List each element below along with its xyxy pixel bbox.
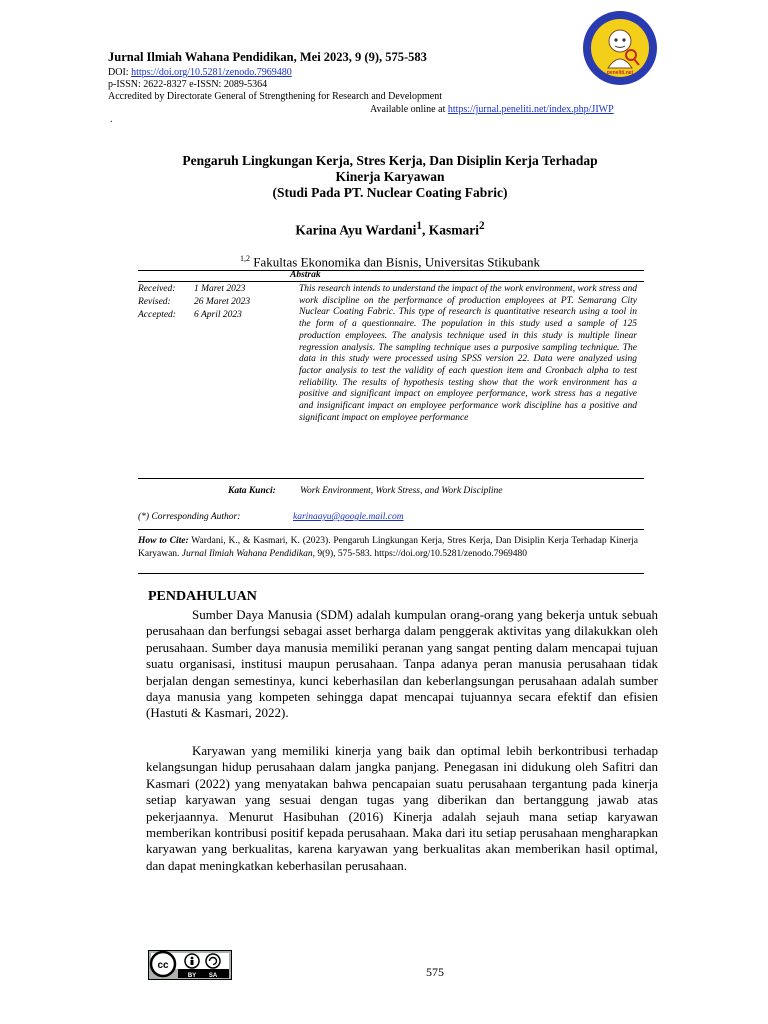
issn-line: p-ISSN: 2622-8327 e-ISSN: 2089-5364 (108, 79, 268, 90)
doi-line (108, 67, 292, 79)
doi-label: DOI: (108, 67, 132, 78)
date-row (138, 296, 250, 309)
cite-label: How to Cite: (138, 536, 189, 546)
author-sup: 2 (479, 220, 485, 232)
logo-text: peneliti.net (606, 70, 634, 76)
author-name: Karina Ayu Wardani (295, 222, 417, 238)
journal-url-link[interactable]: https://jurnal.peneliti.net/index.php/JIWP (447, 104, 614, 115)
title-line: Kinerja Karyawan (335, 169, 445, 184)
corresponding-email-link[interactable]: karinaayu@google.mail.com (293, 512, 404, 522)
title-line: Pengaruh Lingkungan Kerja, Stres Kerja, Dan Disiplin Kerja Terhadap (182, 153, 598, 168)
authors (120, 220, 660, 239)
affiliation (120, 254, 660, 270)
accreditation-line: Accredited by Directorate General of Strengthening for Research and Development (108, 91, 443, 102)
date-row (138, 283, 250, 296)
journal-logo (582, 10, 658, 86)
author-name: , Kasmari (422, 222, 480, 238)
date-label: Received: (138, 284, 176, 294)
corresponding-label: (*) Corresponding Author: (138, 512, 241, 522)
article-dates (138, 283, 250, 322)
corresponding-row (138, 512, 644, 522)
abstract-heading: Abstrak (290, 270, 321, 280)
body-paragraph (146, 743, 658, 874)
cite-journal: Jurnal Ilmiah Wahana Pendidikan (181, 548, 313, 559)
available-online-line (370, 104, 614, 115)
license-sa-label: SA (208, 973, 218, 979)
date-label: Revised: (138, 297, 171, 307)
cite-text: , 9(9), 575-583. https://doi.org/10.5281/zenodo.7969480 (312, 548, 527, 559)
date-row (138, 309, 250, 322)
stray-dot: . (110, 114, 113, 125)
divider (138, 529, 644, 530)
divider (138, 281, 644, 282)
svg-text:cc: cc (157, 960, 169, 971)
paragraph-text: Sumber Daya Manusia (SDM) adalah kumpulan orang-orang yang bekerja untuk sebuah perusahaan dan berfungsi sebagai asset berharga dalam penggerak aktivitas yang dilakukkan oleh perusahaan. Sumber daya manusia memiliki peranan yang sangat penting dalam mencapai tujuan suatu organisasi, institusi maupun perusahaan. Tanpa adanya peran manusia perusahaan tidak berjalan dengan semestinya, kunci keberhasilan dan keberlangsungan perusahaan adalah sumber daya manusia yang kompeten sehingga dapat mencapai tujuannya secara efektif dan efisien (Hastuti & Kasmari, 2022). (146, 607, 658, 721)
abstract-text: This research intends to understand the impact of the work environment, work stress and work discipline on the performance of production employees at PT. Semarang City Nuclear Coating Fabric. This type of research is quantitative research using a tool in the form of a questionnaire. The population in this study used a sample of 125 production employees. The analysis technique used in this study is multiple linear regression analysis. The sampling technique uses a purposive sampling technique. The data in this study were processed using SPSS version 22. Data were analyzed using factor analysis to test the validity of each question item and Cronbach alpha to test reliability. The results of hypothesis testing show that the work environment has a positive and significant impact on employee performance, work stress has a negative and insignificant impact on employee performance work discipline has a positive and significant impact on employee performance (299, 284, 637, 423)
divider (138, 270, 644, 271)
author-sup: 1 (416, 220, 423, 232)
date-label: Accepted: (138, 310, 176, 320)
paragraph-text: Karyawan yang memiliki kinerja yang baik dan optimal lebih berkontribusi terhadap kelangsungan hidup perusahaan dalam jangka panjang. Penegasan ini didukung oleh Safitri dan Kasmari (2022) yang menyatakan bahwa pencapaian suatu perusahaan tergantung pada kinerja setiap karyawan yang sesuai dengan tugas yang diberikan dan bertanggung jawab atas pekerjaannya. Menurut Hasibuhan (2016) Kinerja adalah sejauh mana setiap karyawan memberikan kontribusi positif kepada perusahaan. Maka dari itu setiap perusahaan mengharapkan karyawan yang berkualitas, karena karyawan yang berkualitas akan memberikan hasil optimal, dan dapat meningkatkan keberhasilan perusahaan. (146, 743, 658, 873)
affiliation-text: Fakultas Ekonomika dan Bisnis, Universitas Stikubank (250, 254, 540, 270)
date-value: 6 April 2023 (194, 310, 242, 320)
cite-text: Wardani, K., & Kasmari, K. (2023). Pengaruh Lingkungan Kerja, Stres Kerja, Dan Disiplin Kerja Terhadap Kinerja Karyawan. (138, 536, 638, 559)
share-alike-icon (206, 954, 220, 968)
date-value: 1 Maret 2023 (194, 284, 246, 294)
divider (138, 573, 644, 574)
article-title (120, 153, 660, 201)
section-heading: PENDAHULUAN (148, 589, 257, 604)
doi-link[interactable]: https://doi.org/10.5281/zenodo.7969480 (131, 67, 292, 78)
page-number: 575 (426, 965, 444, 979)
creative-commons-license-badge[interactable] (148, 950, 232, 980)
divider (138, 478, 644, 479)
keywords-value: Work Environment, Work Stress, and Work Discipline (300, 486, 503, 496)
journal-header-title: Jurnal Ilmiah Wahana Pendidikan, Mei 2023, 9 (9), 575-583 (108, 50, 427, 64)
available-label: Available online at (370, 104, 448, 115)
how-to-cite (138, 535, 638, 560)
license-by-label: BY (187, 973, 197, 979)
body-paragraph (146, 607, 658, 722)
date-value: 26 Maret 2023 (194, 297, 251, 307)
keywords-label: Kata Kunci: (228, 486, 276, 496)
title-line: (Studi Pada PT. Nuclear Coating Fabric) (272, 185, 508, 200)
affiliation-sup: 1,2 (240, 254, 251, 263)
